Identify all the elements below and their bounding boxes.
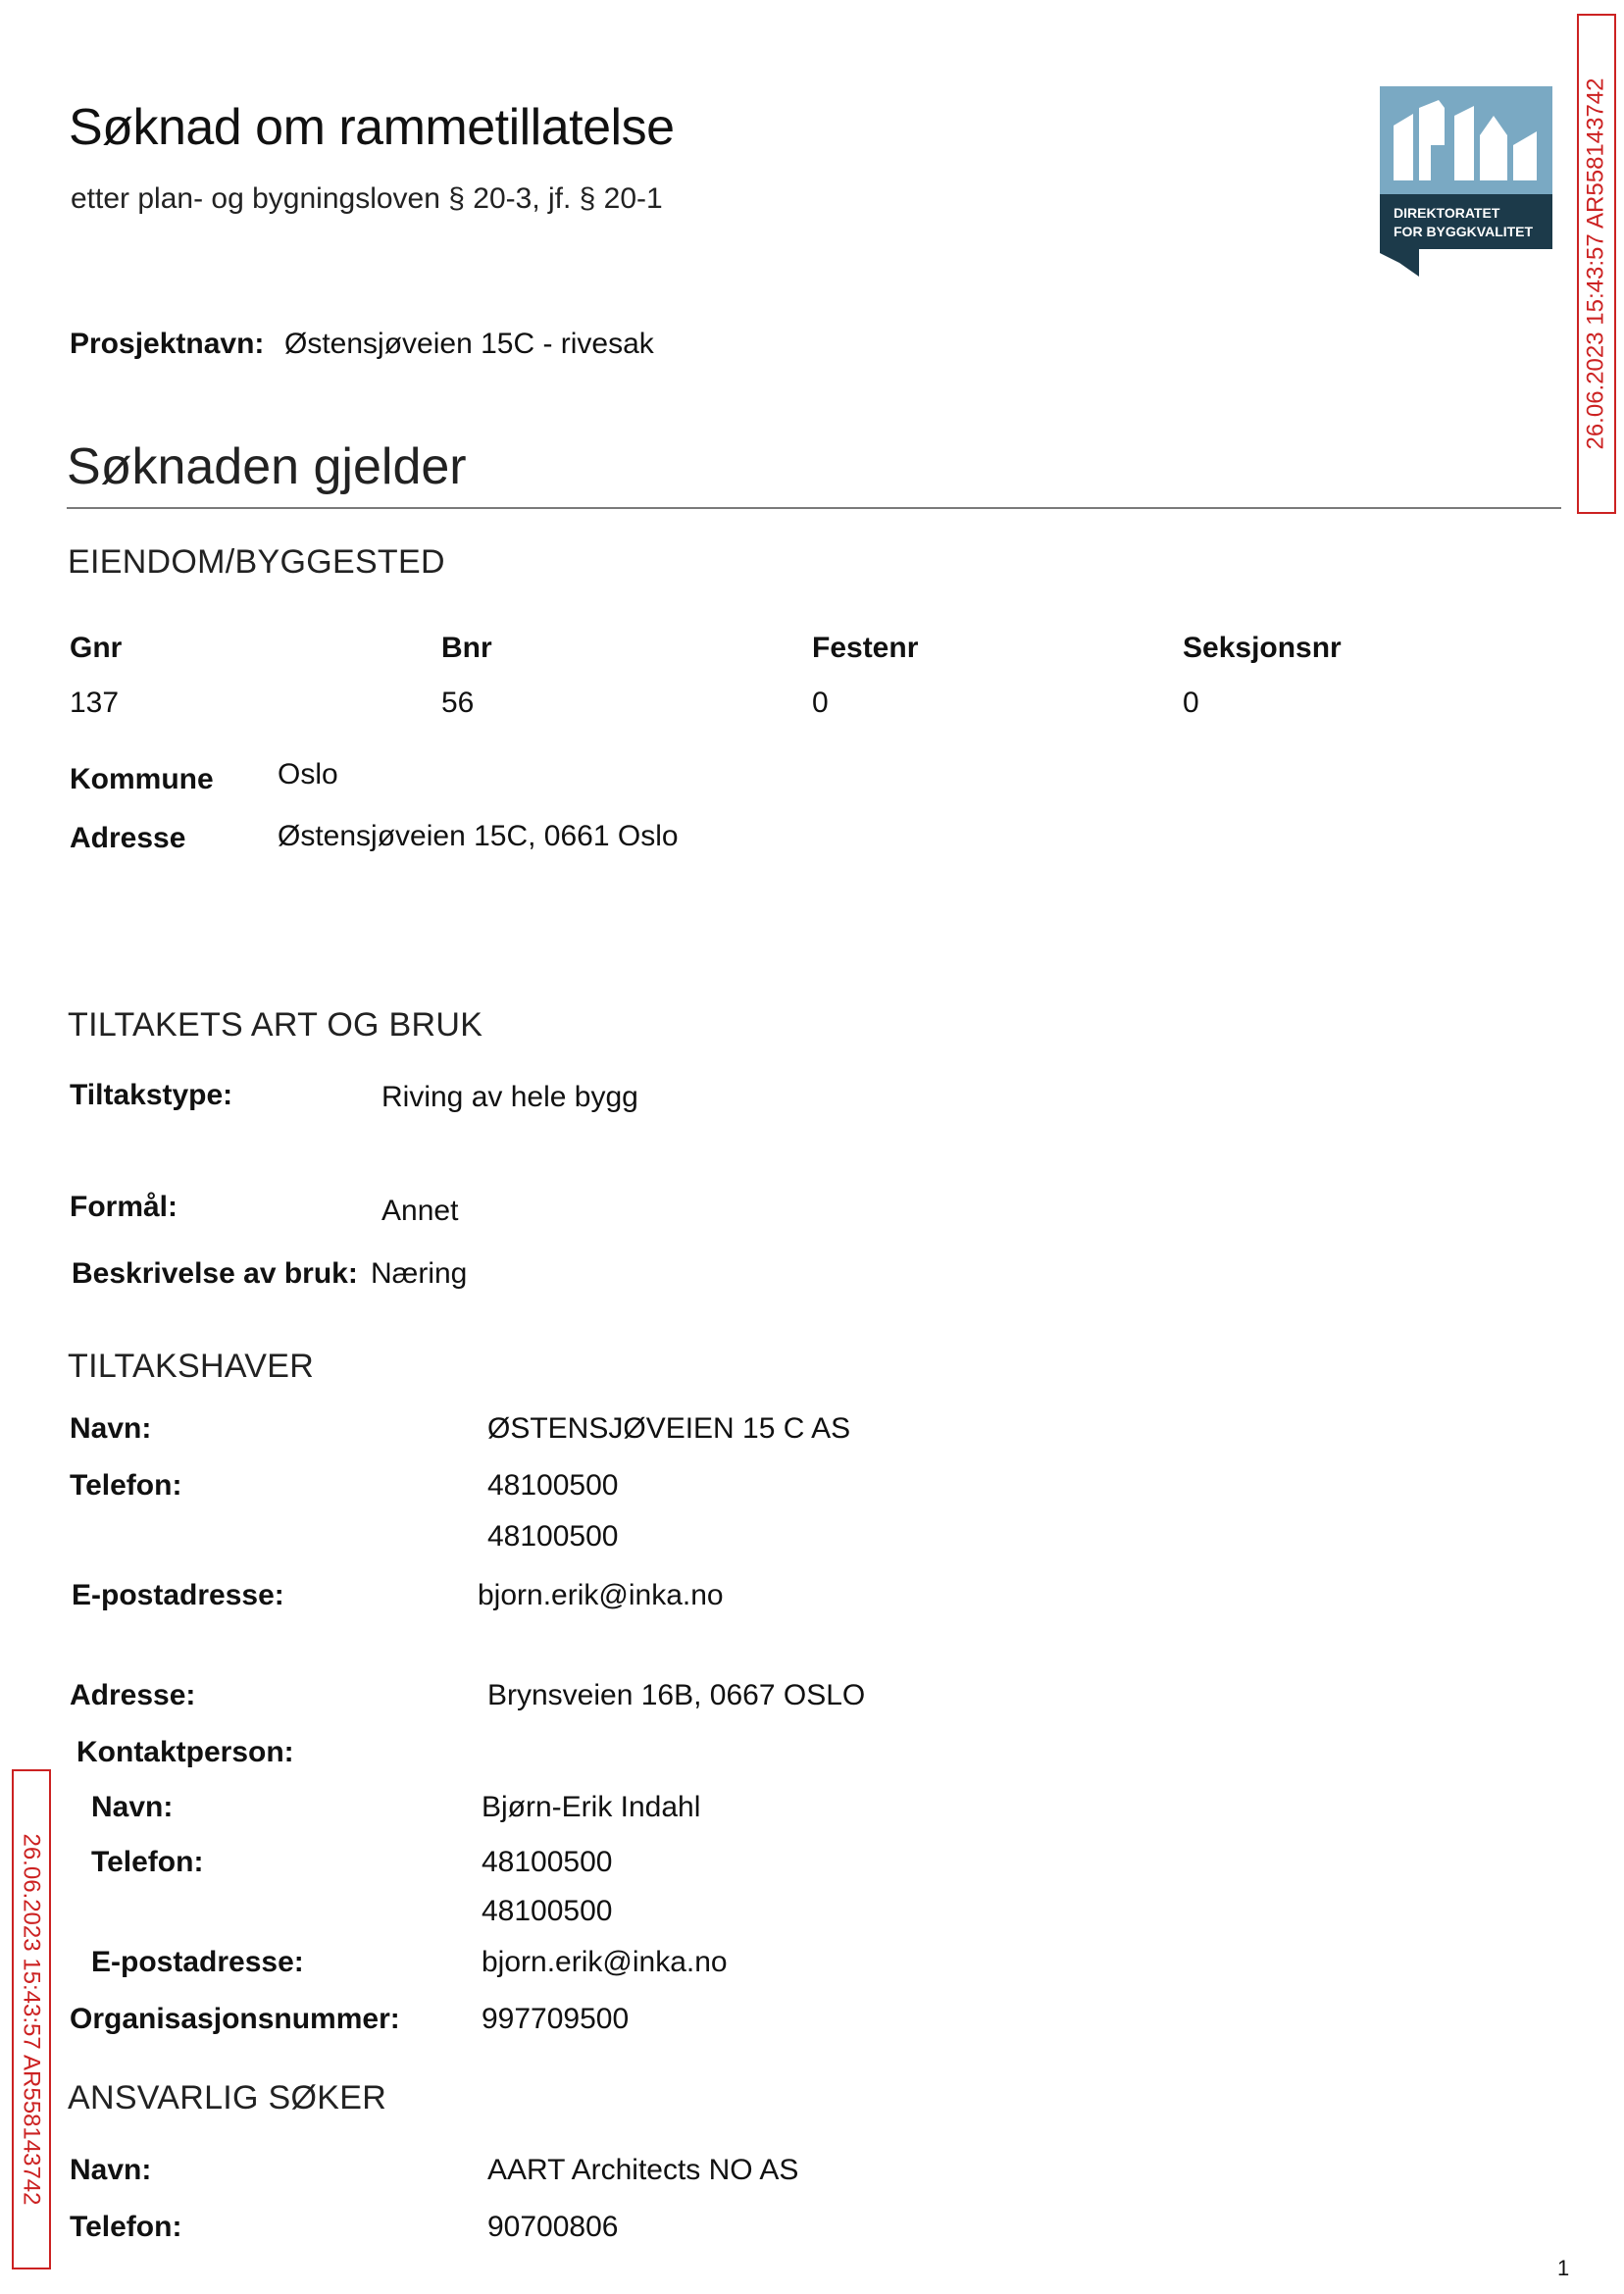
ansvarlig-telefon-label: Telefon: [70,2211,182,2243]
stamp-text-right: 26.06.2023 15:43:57 AR558143742 [1583,77,1609,450]
project-label: Prosjektnavn: [70,328,265,360]
kontakt-epost-value: bjorn.erik@inka.no [482,1946,728,1978]
tiltakshaver-adresse-value: Brynsveien 16B, 0667 OSLO [487,1679,866,1711]
festenr-value: 0 [812,687,829,719]
tiltakshaver-adresse-label: Adresse: [70,1679,196,1711]
tiltakshaver-navn-value: ØSTENSJØVEIEN 15 C AS [487,1412,851,1445]
section-tiltak-heading: TILTAKETS ART OG BRUK [68,1006,483,1044]
kommune-value: Oslo [278,758,338,790]
tiltakshaver-telefon-value-1: 48100500 [487,1469,619,1502]
tiltakshaver-telefon-value-2: 48100500 [487,1520,619,1553]
bnr-value: 56 [441,687,475,719]
tiltakshaver-navn-label: Navn: [70,1412,152,1445]
heading-divider [67,507,1561,509]
timestamp-stamp-right [1577,14,1616,514]
project-value: Østensjøveien 15C - rivesak [284,328,654,360]
adresse-value: Østensjøveien 15C, 0661 Oslo [278,820,679,852]
dibk-logo [1380,86,1552,277]
section-tiltakshaver-heading: TILTAKSHAVER [68,1348,315,1385]
formal-value: Annet [381,1195,459,1227]
section-eiendom-heading: EIENDOM/BYGGESTED [68,543,445,581]
document-title: Søknad om rammetillatelse [69,99,675,156]
formal-label: Formål: [70,1191,178,1223]
orgnr-label: Organisasjonsnummer: [70,2003,400,2035]
seksjonsnr-value: 0 [1183,687,1199,719]
kontaktperson-label: Kontaktperson: [76,1736,294,1768]
page-number: 1 [1557,2256,1570,2280]
kontakt-navn-label: Navn: [91,1791,174,1823]
seksjonsnr-label: Seksjonsnr [1183,632,1342,664]
ansvarlig-navn-value: AART Architects NO AS [487,2154,799,2186]
gnr-value: 137 [70,687,120,719]
kontakt-telefon-value-1: 48100500 [482,1846,613,1878]
main-heading: Søknaden gjelder [67,438,467,495]
section-ansvarlig-heading: ANSVARLIG SØKER [68,2079,387,2116]
document-subtitle: etter plan- og bygningsloven § 20-3, jf. § 20-1 [71,182,663,215]
timestamp-stamp-left [12,1769,51,2269]
adresse-label: Adresse [70,822,186,854]
kontakt-navn-value: Bjørn-Erik Indahl [482,1791,701,1823]
ansvarlig-navn-label: Navn: [70,2154,152,2186]
tiltakstype-label: Tiltakstype: [70,1079,233,1111]
logo-text-1: DIREKTORATET [1394,205,1500,221]
kontakt-telefon-value-2: 48100500 [482,1895,613,1927]
kontakt-telefon-label: Telefon: [91,1846,204,1878]
festenr-label: Festenr [812,632,919,664]
logo-text-2: FOR BYGGKVALITET [1394,224,1534,239]
bruk-value: Næring [371,1257,468,1290]
bnr-label: Bnr [441,632,492,664]
kommune-label: Kommune [70,763,214,795]
orgnr-value: 997709500 [482,2003,630,2035]
tiltakshaver-telefon-label: Telefon: [70,1469,182,1502]
tiltakshaver-epost-label: E-postadresse: [72,1579,284,1611]
tiltakstype-value: Riving av hele bygg [381,1081,638,1113]
gnr-label: Gnr [70,632,123,664]
bruk-label: Beskrivelse av bruk: [72,1257,358,1290]
ansvarlig-telefon-value: 90700806 [487,2211,619,2243]
tiltakshaver-epost-value: bjorn.erik@inka.no [478,1579,724,1611]
kontakt-epost-label: E-postadresse: [91,1946,304,1978]
stamp-text-left: 26.06.2023 15:43:57 AR558143742 [19,1833,45,2206]
